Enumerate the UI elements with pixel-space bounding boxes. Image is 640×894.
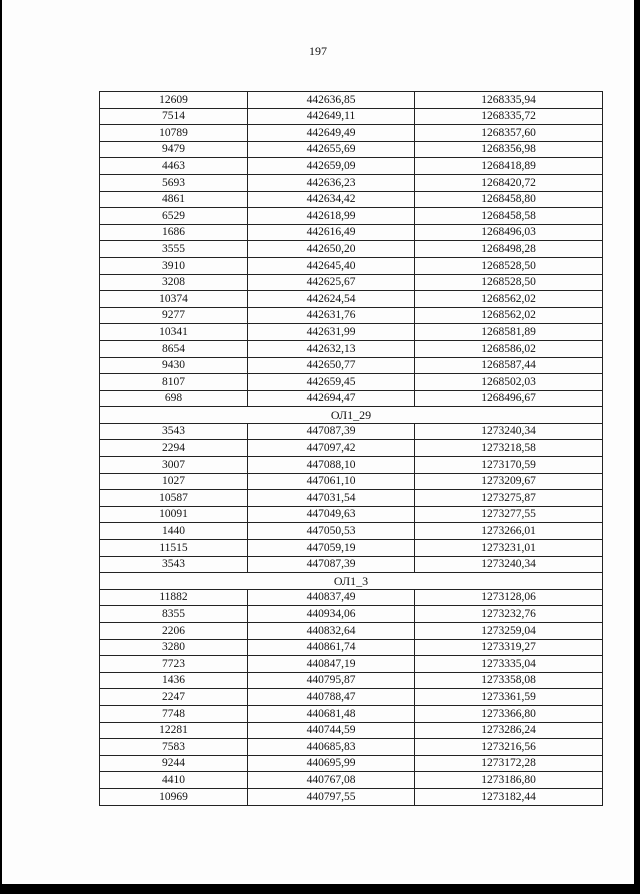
x-coordinate-cell: 442616,49 — [248, 224, 415, 241]
x-coordinate-cell: 442649,11 — [248, 108, 415, 125]
x-coordinate-cell: 442625,67 — [248, 274, 415, 291]
point-number-cell: 3208 — [100, 274, 248, 291]
y-coordinate-cell: 1268586,02 — [415, 340, 603, 357]
point-number-cell: 1436 — [100, 672, 248, 689]
table-row — [100, 556, 603, 573]
y-coordinate-cell: 1273170,59 — [415, 457, 603, 474]
table-row — [100, 374, 603, 391]
point-number-cell: 1686 — [100, 224, 248, 241]
y-coordinate-cell: 1268420,72 — [415, 174, 603, 191]
point-number-cell: 8107 — [100, 374, 248, 391]
table-row — [100, 623, 603, 640]
table-row — [100, 457, 603, 474]
table-row — [100, 672, 603, 689]
table-row — [100, 440, 603, 457]
point-number-cell: 3543 — [100, 423, 248, 440]
y-coordinate-cell: 1268581,89 — [415, 324, 603, 341]
y-coordinate-cell: 1268502,03 — [415, 374, 603, 391]
y-coordinate-cell: 1273231,01 — [415, 540, 603, 557]
y-coordinate-cell: 1273275,87 — [415, 490, 603, 507]
point-number-cell: 4861 — [100, 191, 248, 208]
point-number-cell: 9244 — [100, 755, 248, 772]
point-number-cell: 12609 — [100, 92, 248, 109]
point-number-cell: 4463 — [100, 158, 248, 175]
point-number-cell: 11515 — [100, 540, 248, 557]
table-row — [100, 473, 603, 490]
x-coordinate-cell: 440744,59 — [248, 722, 415, 739]
point-number-cell: 9430 — [100, 357, 248, 374]
x-coordinate-cell: 442631,99 — [248, 324, 415, 341]
y-coordinate-cell: 1268458,80 — [415, 191, 603, 208]
section-title: ОЛ1_3 — [100, 573, 603, 590]
x-coordinate-cell: 440767,08 — [248, 772, 415, 789]
y-coordinate-cell: 1273172,28 — [415, 755, 603, 772]
table-row — [100, 125, 603, 142]
point-number-cell: 8654 — [100, 340, 248, 357]
x-coordinate-cell: 447097,42 — [248, 440, 415, 457]
x-coordinate-cell: 440837,49 — [248, 589, 415, 606]
coordinates-table-body — [100, 92, 603, 806]
x-coordinate-cell: 442631,76 — [248, 307, 415, 324]
point-number-cell: 698 — [100, 390, 248, 407]
table-row — [100, 92, 603, 109]
y-coordinate-cell: 1273366,80 — [415, 705, 603, 722]
table-row — [100, 589, 603, 606]
point-number-cell: 7514 — [100, 108, 248, 125]
x-coordinate-cell: 447050,53 — [248, 523, 415, 540]
y-coordinate-cell: 1268335,94 — [415, 92, 603, 109]
table-row — [100, 390, 603, 407]
table-row — [100, 208, 603, 225]
x-coordinate-cell: 442659,45 — [248, 374, 415, 391]
y-coordinate-cell: 1268587,44 — [415, 357, 603, 374]
y-coordinate-cell: 1273218,58 — [415, 440, 603, 457]
x-coordinate-cell: 447087,39 — [248, 423, 415, 440]
coordinates-table — [99, 91, 603, 806]
table-row — [100, 523, 603, 540]
point-number-cell: 8355 — [100, 606, 248, 623]
y-coordinate-cell: 1268356,98 — [415, 141, 603, 158]
x-coordinate-cell: 442636,23 — [248, 174, 415, 191]
point-number-cell: 5693 — [100, 174, 248, 191]
y-coordinate-cell: 1273259,04 — [415, 623, 603, 640]
table-row — [100, 705, 603, 722]
table-row — [100, 788, 603, 805]
x-coordinate-cell: 442636,85 — [248, 92, 415, 109]
y-coordinate-cell: 1273319,27 — [415, 639, 603, 656]
x-coordinate-cell: 442650,20 — [248, 241, 415, 258]
x-coordinate-cell: 442634,42 — [248, 191, 415, 208]
table-row — [100, 656, 603, 673]
y-coordinate-cell: 1268357,60 — [415, 125, 603, 142]
table-row — [100, 257, 603, 274]
table-row — [100, 191, 603, 208]
x-coordinate-cell: 447061,10 — [248, 473, 415, 490]
x-coordinate-cell: 447049,63 — [248, 506, 415, 523]
x-coordinate-cell: 442645,40 — [248, 257, 415, 274]
x-coordinate-cell: 440832,64 — [248, 623, 415, 640]
point-number-cell: 2294 — [100, 440, 248, 457]
point-number-cell: 9277 — [100, 307, 248, 324]
point-number-cell: 2247 — [100, 689, 248, 706]
y-coordinate-cell: 1268458,58 — [415, 208, 603, 225]
point-number-cell: 4410 — [100, 772, 248, 789]
point-number-cell: 7583 — [100, 739, 248, 756]
table-row — [100, 174, 603, 191]
x-coordinate-cell: 442618,99 — [248, 208, 415, 225]
y-coordinate-cell: 1268418,89 — [415, 158, 603, 175]
x-coordinate-cell: 442694,47 — [248, 390, 415, 407]
table-row — [100, 357, 603, 374]
table-row — [100, 490, 603, 507]
table-row — [100, 606, 603, 623]
point-number-cell: 11882 — [100, 589, 248, 606]
point-number-cell: 12281 — [100, 722, 248, 739]
point-number-cell: 3555 — [100, 241, 248, 258]
section-header-row — [100, 407, 603, 424]
y-coordinate-cell: 1273240,34 — [415, 423, 603, 440]
document-page — [2, 0, 634, 884]
x-coordinate-cell: 442650,77 — [248, 357, 415, 374]
x-coordinate-cell: 447088,10 — [248, 457, 415, 474]
point-number-cell: 10969 — [100, 788, 248, 805]
x-coordinate-cell: 440861,74 — [248, 639, 415, 656]
x-coordinate-cell: 440934,06 — [248, 606, 415, 623]
section-title: ОЛ1_29 — [100, 407, 603, 424]
x-coordinate-cell: 442655,69 — [248, 141, 415, 158]
point-number-cell: 9479 — [100, 141, 248, 158]
point-number-cell: 10789 — [100, 125, 248, 142]
point-number-cell: 3007 — [100, 457, 248, 474]
x-coordinate-cell: 440788,47 — [248, 689, 415, 706]
y-coordinate-cell: 1273232,76 — [415, 606, 603, 623]
y-coordinate-cell: 1268498,28 — [415, 241, 603, 258]
y-coordinate-cell: 1273216,56 — [415, 739, 603, 756]
y-coordinate-cell: 1268562,02 — [415, 307, 603, 324]
point-number-cell: 10587 — [100, 490, 248, 507]
y-coordinate-cell: 1268496,67 — [415, 390, 603, 407]
x-coordinate-cell: 442649,49 — [248, 125, 415, 142]
x-coordinate-cell: 442632,13 — [248, 340, 415, 357]
point-number-cell: 3280 — [100, 639, 248, 656]
x-coordinate-cell: 440795,87 — [248, 672, 415, 689]
table-row — [100, 224, 603, 241]
table-row — [100, 755, 603, 772]
table-row — [100, 506, 603, 523]
y-coordinate-cell: 1273182,44 — [415, 788, 603, 805]
table-row — [100, 291, 603, 308]
y-coordinate-cell: 1273277,55 — [415, 506, 603, 523]
y-coordinate-cell: 1273358,08 — [415, 672, 603, 689]
y-coordinate-cell: 1273266,01 — [415, 523, 603, 540]
table-row — [100, 423, 603, 440]
x-coordinate-cell: 447031,54 — [248, 490, 415, 507]
y-coordinate-cell: 1268496,03 — [415, 224, 603, 241]
point-number-cell: 6529 — [100, 208, 248, 225]
point-number-cell: 1027 — [100, 473, 248, 490]
point-number-cell: 1440 — [100, 523, 248, 540]
point-number-cell: 7748 — [100, 705, 248, 722]
table-row — [100, 241, 603, 258]
table-row — [100, 324, 603, 341]
y-coordinate-cell: 1273209,67 — [415, 473, 603, 490]
y-coordinate-cell: 1273335,04 — [415, 656, 603, 673]
table-row — [100, 108, 603, 125]
x-coordinate-cell: 440695,99 — [248, 755, 415, 772]
point-number-cell: 2206 — [100, 623, 248, 640]
point-number-cell: 10341 — [100, 324, 248, 341]
point-number-cell: 10091 — [100, 506, 248, 523]
point-number-cell: 7723 — [100, 656, 248, 673]
table-row — [100, 141, 603, 158]
table-row — [100, 540, 603, 557]
table-row — [100, 739, 603, 756]
table-row — [100, 307, 603, 324]
table-row — [100, 274, 603, 291]
x-coordinate-cell: 440797,55 — [248, 788, 415, 805]
x-coordinate-cell: 442624,54 — [248, 291, 415, 308]
table-row — [100, 722, 603, 739]
y-coordinate-cell: 1273186,80 — [415, 772, 603, 789]
x-coordinate-cell: 440685,83 — [248, 739, 415, 756]
table-row — [100, 158, 603, 175]
y-coordinate-cell: 1268528,50 — [415, 274, 603, 291]
y-coordinate-cell: 1273128,06 — [415, 589, 603, 606]
x-coordinate-cell: 440681,48 — [248, 705, 415, 722]
x-coordinate-cell: 447059,19 — [248, 540, 415, 557]
y-coordinate-cell: 1268562,02 — [415, 291, 603, 308]
y-coordinate-cell: 1268335,72 — [415, 108, 603, 125]
point-number-cell: 3910 — [100, 257, 248, 274]
page-number: 197 — [309, 44, 327, 58]
y-coordinate-cell: 1273286,24 — [415, 722, 603, 739]
y-coordinate-cell: 1268528,50 — [415, 257, 603, 274]
point-number-cell: 10374 — [100, 291, 248, 308]
x-coordinate-cell: 447087,39 — [248, 556, 415, 573]
table-row — [100, 689, 603, 706]
y-coordinate-cell: 1273240,34 — [415, 556, 603, 573]
y-coordinate-cell: 1273361,59 — [415, 689, 603, 706]
table-row — [100, 639, 603, 656]
point-number-cell: 3543 — [100, 556, 248, 573]
table-row — [100, 340, 603, 357]
table-row — [100, 772, 603, 789]
section-header-row — [100, 573, 603, 590]
x-coordinate-cell: 440847,19 — [248, 656, 415, 673]
x-coordinate-cell: 442659,09 — [248, 158, 415, 175]
